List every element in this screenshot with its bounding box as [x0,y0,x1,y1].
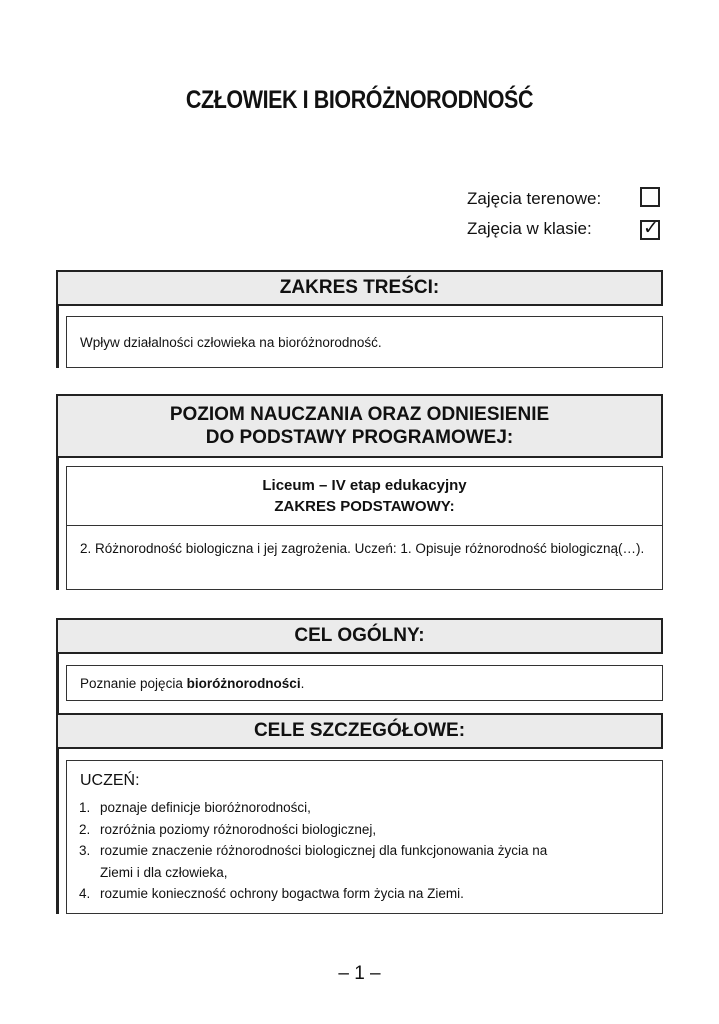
scope-text: Wpływ działalności człowieka na bioróżnorodność. [80,335,382,350]
general-goal-text [80,674,650,694]
list-item: 4. rozumie konieczność ochrony bogactwa form życia na Ziemi. [79,886,464,901]
specific-goals-box [66,760,663,914]
divider [67,525,662,526]
page-number: – 1 – [338,963,381,984]
section-rule [56,618,59,914]
student-label: UCZEŃ: [80,772,140,789]
level-heading-line2: DO PODSTAWY PROGRAMOWEJ: [205,427,514,448]
general-goal-suffix: . [300,676,305,691]
list-item: 1. poznaje definicje bioróżnorodności, [79,800,311,815]
level-heading-line1: POZIOM NAUCZANIA ORAZ ODNIESIENIE [169,404,550,425]
level-box [66,466,663,590]
objectives-list [79,797,650,905]
specific-goals-heading: CELE SZCZEGÓŁOWE: [56,713,663,749]
field-class-label: Zajęcia terenowe: [467,189,602,208]
level-heading [56,394,663,458]
general-goal-heading: CEL OGÓLNY: [56,618,663,654]
level-text: 2. Różnorodność biologiczna i jej zagrożenia. Uczeń: 1. Opisuje różnorodność biologiczną(…). [80,541,645,556]
list-item: 2. rozróżnia poziomy różnorodności biologicznej, [79,821,377,837]
scope-heading: ZAKRES TREŚCI: [56,270,663,306]
field-class-checkbox[interactable] [640,187,660,207]
general-goal-term: bioróżnorodności [186,676,301,691]
level-range: ZAKRES PODSTAWOWY: [274,498,455,515]
classroom-label: Zajęcia w klasie: [467,219,592,238]
list-item: 3. rozumie znaczenie różnorodności biologicznej dla funkcjonowania życia na Ziemi i dla człowieka, [79,843,548,880]
page-title: CZŁOWIEK I BIORÓŻNORODNOŚĆ [185,86,534,114]
classroom-checkbox[interactable] [640,220,660,240]
checkmark-icon: ✓ [643,218,659,239]
level-stage: Liceum – IV etap edukacyjny [262,477,467,494]
general-goal-box [66,665,663,701]
general-goal-prefix: Poznanie pojęcia [80,676,187,691]
scope-box [66,316,663,368]
